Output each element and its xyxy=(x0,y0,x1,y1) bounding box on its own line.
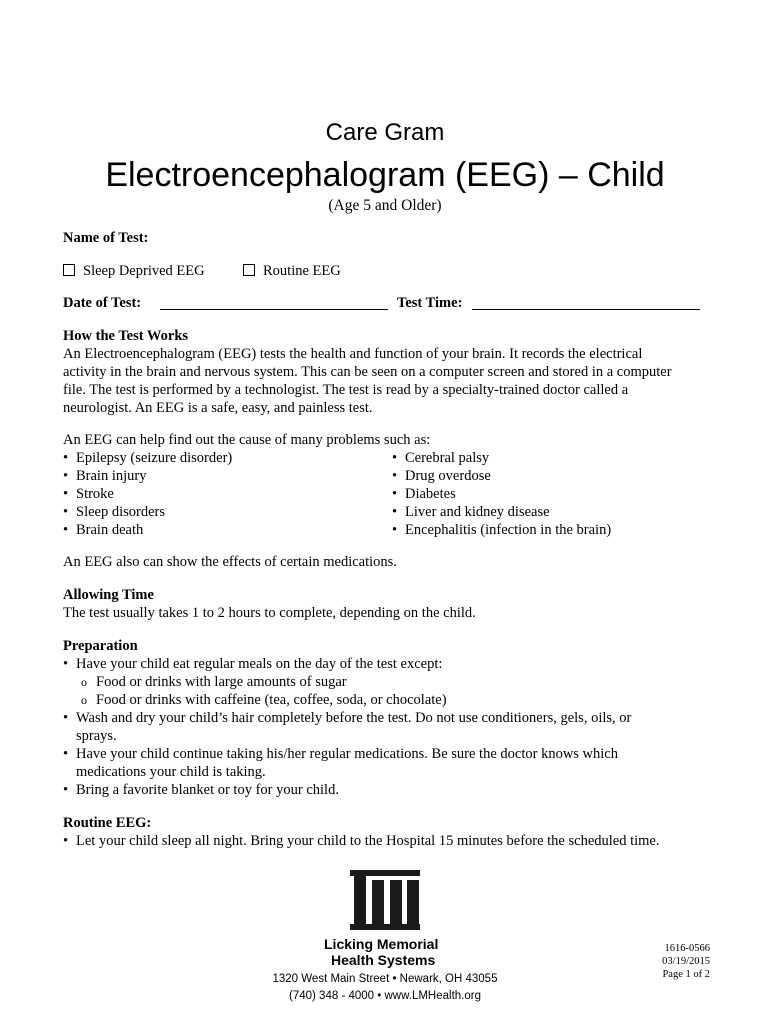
org-name xyxy=(324,936,454,968)
list-item xyxy=(63,709,723,745)
list-item xyxy=(63,745,723,781)
list-item: • Sleep disorders xyxy=(63,503,363,521)
medications-note: An EEG also can show the effects of certain medications. xyxy=(63,554,397,570)
name-of-test-label: Name of Test: xyxy=(63,230,149,246)
list-item: • Encephalitis (infection in the brain) xyxy=(392,521,712,539)
org-contact: (740) 348 - 4000 • www.LMHealth.org xyxy=(289,990,481,1002)
sub-list-item: o Food or drinks with large amounts of sugar xyxy=(76,673,723,691)
checkbox-sleep-deprived[interactable] xyxy=(63,264,75,276)
test-time-field[interactable] xyxy=(472,309,700,310)
list-item: • Drug overdose xyxy=(392,467,712,485)
checkbox-routine[interactable] xyxy=(243,264,255,276)
routine-eeg-heading: Routine EEG: xyxy=(63,815,152,831)
lmhs-logo-icon xyxy=(350,870,420,930)
test-time-label: Test Time: xyxy=(397,295,463,311)
sub-list-item: o Food or drinks with caffeine (tea, coffee, soda, or chocolate) xyxy=(76,691,723,709)
paragraph-line: activity in the brain and nervous system. This can be seen on a computer screen and stored in a computer xyxy=(63,364,672,380)
age-note: (Age 5 and Older) xyxy=(328,197,442,214)
list-item: • Brain death xyxy=(63,521,363,539)
date-of-test-field[interactable] xyxy=(160,309,388,310)
allowing-time-text: The test usually takes 1 to 2 hours to complete, depending on the child. xyxy=(63,605,476,621)
list-item: • Brain injury xyxy=(63,467,363,485)
problems-list-right xyxy=(392,449,712,539)
list-item: • Let your child sleep all night. Bring your child to the Hospital 15 minutes before the scheduled time. xyxy=(63,832,743,850)
option-routine[interactable] xyxy=(243,262,341,280)
sub-list xyxy=(76,673,723,709)
preparation-list xyxy=(63,655,723,799)
item-text: • Have your child continue taking his/her regular medications. Be sure the doctor knows which xyxy=(76,746,618,762)
page-title: Electroencephalogram (EEG) – Child xyxy=(105,156,665,194)
paragraph-line: file. The test is performed by a technologist. The test is read by a specialty-trained doctor called a xyxy=(63,382,629,398)
allowing-time-heading: Allowing Time xyxy=(63,587,154,603)
care-gram-subtitle: Care Gram xyxy=(325,119,445,146)
preparation-heading: Preparation xyxy=(63,638,138,654)
option-label: Sleep Deprived EEG xyxy=(83,263,205,279)
problems-intro: An EEG can help find out the cause of many problems such as: xyxy=(63,432,431,448)
list-item: • Liver and kidney disease xyxy=(392,503,712,521)
item-text: Have your child eat regular meals on the day of the test except: xyxy=(76,656,443,672)
list-item: • Epilepsy (seizure disorder) xyxy=(63,449,363,467)
page-number: Page 1 of 2 xyxy=(662,969,710,980)
option-label: Routine EEG xyxy=(263,263,341,279)
how-it-works-paragraph xyxy=(63,345,723,417)
how-it-works-heading: How the Test Works xyxy=(63,328,189,344)
list-item: • Cerebral palsy xyxy=(392,449,712,467)
list-item: • Diabetes xyxy=(392,485,712,503)
paragraph-line: neurologist. An EEG is a safe, easy, and painless test. xyxy=(63,400,373,416)
routine-eeg-list xyxy=(63,832,743,850)
document-info xyxy=(630,942,710,981)
org-name-line: Licking Memorial xyxy=(324,936,439,952)
list-item: • Bring a favorite blanket or toy for your child. xyxy=(63,781,723,799)
org-address: 1320 West Main Street • Newark, OH 43055 xyxy=(272,973,498,985)
doc-number: 1616-0566 xyxy=(664,943,710,954)
problems-list-left xyxy=(63,449,363,539)
option-sleep-deprived[interactable] xyxy=(63,262,205,280)
date-of-test-label: Date of Test: xyxy=(63,295,142,311)
doc-date: 03/19/2015 xyxy=(662,956,710,967)
item-text: medications your child is taking. xyxy=(76,764,266,780)
paragraph-line: An Electroencephalogram (EEG) tests the health and function of your brain. It records the electrical xyxy=(63,346,643,362)
item-text: • Wash and dry your child’s hair completely before the test. Do not use conditioners, gels, oils, or xyxy=(76,710,632,726)
list-item xyxy=(63,655,723,709)
item-text: sprays. xyxy=(76,728,117,744)
org-name-line: Health Systems xyxy=(331,952,436,968)
list-item: • Stroke xyxy=(63,485,363,503)
